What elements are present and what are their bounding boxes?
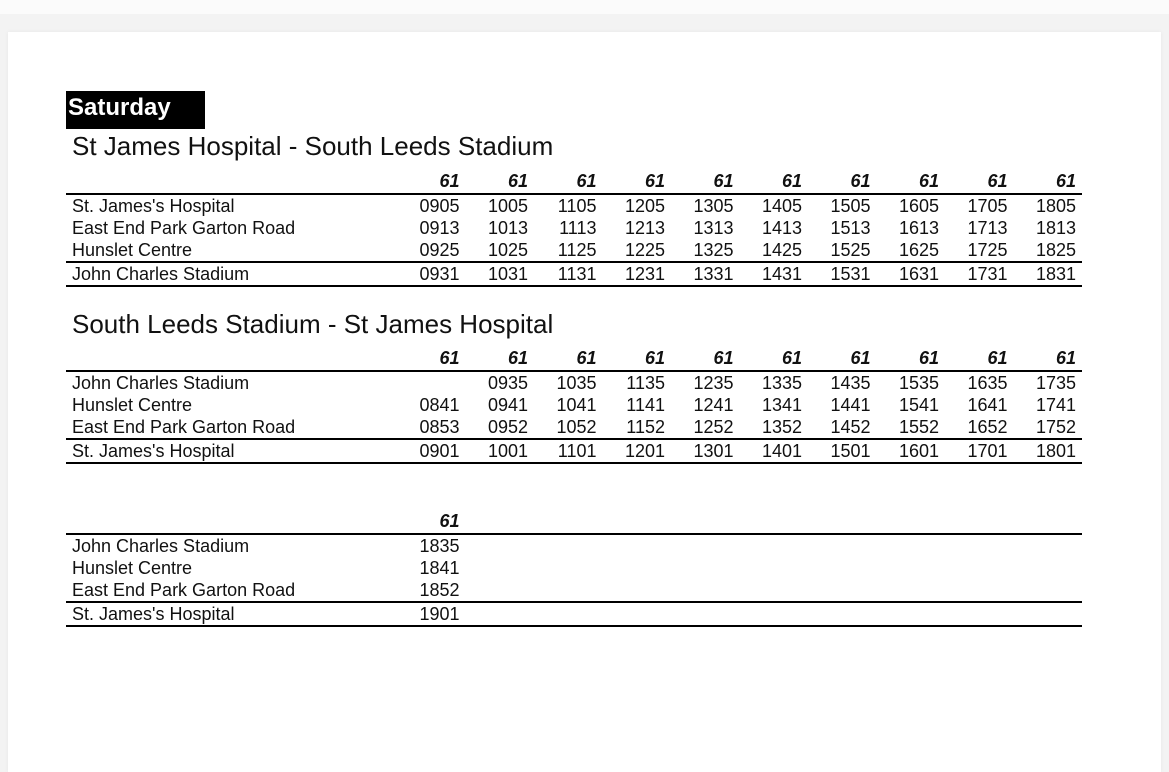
departure-time: 1005 xyxy=(487,196,528,216)
stop-name: Hunslet Centre xyxy=(72,395,193,415)
departure-time: 1331 xyxy=(671,262,740,286)
timetable-inbound xyxy=(66,346,1082,464)
departure-time: 1105 xyxy=(557,196,597,216)
route-header-row xyxy=(66,346,1082,371)
departure-time: 1805 xyxy=(1035,196,1076,216)
departure-time: 1431 xyxy=(740,262,809,286)
timetable-row xyxy=(66,371,1082,394)
departure-time: 1705 xyxy=(967,196,1008,216)
departure-time xyxy=(1014,579,1083,602)
departure-time: 1113 xyxy=(559,218,597,238)
stop-name: Hunslet Centre xyxy=(72,558,193,578)
departure-time: 1801 xyxy=(1014,439,1083,463)
departure-time xyxy=(877,557,946,579)
timetable-inbound-continued xyxy=(66,509,1082,627)
departure-time: 0853 xyxy=(419,417,460,437)
stop-header-blank xyxy=(66,169,397,194)
departure-time: 1535 xyxy=(898,373,939,393)
departure-time: 0905 xyxy=(419,196,460,216)
departure-time xyxy=(534,557,603,579)
departure-time: 1513 xyxy=(830,218,871,238)
departure-time: 0925 xyxy=(419,240,460,260)
departure-time xyxy=(603,557,672,579)
departure-time: 1001 xyxy=(466,439,535,463)
route-number xyxy=(603,509,672,534)
timetable-outbound xyxy=(66,169,1082,287)
day-badge: Saturday xyxy=(66,91,205,129)
departure-time: 1841 xyxy=(419,558,460,578)
departure-time: 1713 xyxy=(967,218,1008,238)
timetable-row xyxy=(66,557,1082,579)
route-number xyxy=(945,509,1014,534)
departure-time xyxy=(877,602,946,626)
departure-time: 1501 xyxy=(808,439,877,463)
departure-time: 1735 xyxy=(1035,373,1076,393)
departure-time: 1052 xyxy=(556,417,597,437)
departure-time xyxy=(877,534,946,557)
departure-time xyxy=(397,371,466,394)
departure-time: 1601 xyxy=(877,439,946,463)
departure-time: 1401 xyxy=(740,439,809,463)
departure-time xyxy=(877,579,946,602)
route-number xyxy=(1014,509,1083,534)
timetable-row xyxy=(66,439,1082,463)
stop-header-blank xyxy=(66,509,397,534)
departure-time: 0901 xyxy=(397,439,466,463)
timetable-row xyxy=(66,394,1082,416)
departure-time: 1525 xyxy=(830,240,871,260)
route-number: 61 xyxy=(603,169,672,194)
timetable-row xyxy=(66,579,1082,602)
departure-time: 1641 xyxy=(967,395,1008,415)
departure-time xyxy=(671,579,740,602)
departure-time xyxy=(466,557,535,579)
route-number: 61 xyxy=(1014,346,1083,371)
departure-time: 0913 xyxy=(419,218,460,238)
departure-time: 1201 xyxy=(603,439,672,463)
departure-time: 1631 xyxy=(877,262,946,286)
departure-time: 1325 xyxy=(693,240,734,260)
departure-time xyxy=(808,557,877,579)
departure-time: 1505 xyxy=(830,196,871,216)
top-strip xyxy=(0,0,1169,14)
timetable-row xyxy=(66,416,1082,439)
departure-time: 0935 xyxy=(487,373,528,393)
section-title-outbound: St James Hospital - South Leeds Stadium xyxy=(72,131,554,161)
route-number xyxy=(671,509,740,534)
departure-time: 1305 xyxy=(693,196,734,216)
departure-time xyxy=(1014,602,1083,626)
departure-time: 0952 xyxy=(487,417,528,437)
departure-time xyxy=(808,534,877,557)
departure-time: 1541 xyxy=(898,395,939,415)
departure-time: 1231 xyxy=(603,262,672,286)
timetable-row xyxy=(66,239,1082,262)
departure-time xyxy=(945,534,1014,557)
departure-time: 0841 xyxy=(419,395,460,415)
route-number: 61 xyxy=(740,346,809,371)
departure-time: 1101 xyxy=(534,439,603,463)
departure-time: 1252 xyxy=(693,417,734,437)
timetable-row xyxy=(66,217,1082,239)
departure-time: 1741 xyxy=(1035,395,1076,415)
departure-time: 1041 xyxy=(556,395,597,415)
stop-name: East End Park Garton Road xyxy=(72,580,296,600)
departure-time xyxy=(1014,557,1083,579)
departure-time: 1613 xyxy=(898,218,939,238)
departure-time: 1435 xyxy=(830,373,871,393)
departure-time xyxy=(534,602,603,626)
departure-time: 1831 xyxy=(1014,262,1083,286)
departure-time xyxy=(740,557,809,579)
route-number: 61 xyxy=(877,346,946,371)
departure-time xyxy=(740,534,809,557)
stop-name: Hunslet Centre xyxy=(72,240,193,260)
route-number: 61 xyxy=(808,169,877,194)
route-header-row xyxy=(66,509,1082,534)
departure-time: 1313 xyxy=(693,218,734,238)
departure-time xyxy=(603,602,672,626)
route-header-row xyxy=(66,169,1082,194)
stop-header-blank xyxy=(66,346,397,371)
departure-time: 1035 xyxy=(556,373,597,393)
departure-time: 1013 xyxy=(487,218,528,238)
departure-time xyxy=(534,579,603,602)
departure-time: 0941 xyxy=(487,395,528,415)
stop-name: St. James's Hospital xyxy=(72,196,235,216)
timetable-row xyxy=(66,262,1082,286)
route-number: 61 xyxy=(397,509,466,534)
departure-time: 1813 xyxy=(1035,218,1076,238)
departure-time: 1225 xyxy=(624,240,665,260)
timetable-row xyxy=(66,534,1082,557)
departure-time xyxy=(671,602,740,626)
departure-time: 1213 xyxy=(624,218,665,238)
route-number: 61 xyxy=(671,169,740,194)
departure-time xyxy=(671,557,740,579)
route-number: 61 xyxy=(534,346,603,371)
departure-time: 1552 xyxy=(898,417,939,437)
departure-time: 1405 xyxy=(761,196,802,216)
departure-time xyxy=(945,557,1014,579)
timetable-row xyxy=(66,602,1082,626)
route-number: 61 xyxy=(466,346,535,371)
departure-time: 1605 xyxy=(898,196,939,216)
departure-time: 1825 xyxy=(1035,240,1076,260)
departure-time: 1352 xyxy=(761,417,802,437)
departure-time: 1131 xyxy=(534,262,603,286)
departure-time xyxy=(945,602,1014,626)
departure-time xyxy=(808,602,877,626)
departure-time xyxy=(945,579,1014,602)
route-number: 61 xyxy=(603,346,672,371)
departure-time xyxy=(740,579,809,602)
departure-time: 1835 xyxy=(419,536,460,556)
departure-time: 1731 xyxy=(945,262,1014,286)
departure-time xyxy=(466,579,535,602)
stop-name: East End Park Garton Road xyxy=(72,417,296,437)
departure-time xyxy=(671,534,740,557)
stop-name: John Charles Stadium xyxy=(72,536,250,556)
departure-time: 0931 xyxy=(397,262,466,286)
route-number: 61 xyxy=(466,169,535,194)
route-number: 61 xyxy=(945,169,1014,194)
route-number: 61 xyxy=(1014,169,1083,194)
route-number xyxy=(877,509,946,534)
departure-time xyxy=(466,602,535,626)
route-number xyxy=(740,509,809,534)
departure-time: 1441 xyxy=(830,395,871,415)
departure-time: 1335 xyxy=(761,373,802,393)
route-number: 61 xyxy=(397,169,466,194)
departure-time: 1135 xyxy=(626,373,665,393)
departure-time xyxy=(1014,534,1083,557)
route-number xyxy=(534,509,603,534)
departure-time xyxy=(534,534,603,557)
departure-time: 1125 xyxy=(557,240,597,260)
departure-time xyxy=(466,534,535,557)
route-number: 61 xyxy=(534,169,603,194)
departure-time xyxy=(808,579,877,602)
route-number: 61 xyxy=(671,346,740,371)
route-number: 61 xyxy=(945,346,1014,371)
departure-time: 1241 xyxy=(693,395,734,415)
departure-time: 1452 xyxy=(830,417,871,437)
departure-time: 1425 xyxy=(761,240,802,260)
departure-time xyxy=(603,534,672,557)
route-number: 61 xyxy=(877,169,946,194)
departure-time: 1901 xyxy=(397,602,466,626)
stop-name: John Charles Stadium xyxy=(66,262,397,286)
stop-name: St. James's Hospital xyxy=(66,439,397,463)
departure-time: 1341 xyxy=(761,395,802,415)
departure-time: 1413 xyxy=(761,218,802,238)
route-number: 61 xyxy=(397,346,466,371)
departure-time: 1152 xyxy=(626,417,665,437)
departure-time: 1531 xyxy=(808,262,877,286)
departure-time: 1635 xyxy=(967,373,1008,393)
section-title-inbound: South Leeds Stadium - St James Hospital xyxy=(72,309,554,339)
departure-time xyxy=(740,602,809,626)
stop-name: St. James's Hospital xyxy=(66,602,397,626)
departure-time xyxy=(603,579,672,602)
route-number: 61 xyxy=(740,169,809,194)
departure-time: 1852 xyxy=(419,580,460,600)
departure-time: 1205 xyxy=(624,196,665,216)
departure-time: 1652 xyxy=(967,417,1008,437)
departure-time: 1725 xyxy=(967,240,1008,260)
departure-time: 1625 xyxy=(898,240,939,260)
departure-time: 1141 xyxy=(626,395,665,415)
departure-time: 1235 xyxy=(693,373,734,393)
departure-time: 1701 xyxy=(945,439,1014,463)
departure-time: 1025 xyxy=(487,240,528,260)
stop-name: John Charles Stadium xyxy=(72,373,250,393)
route-number xyxy=(808,509,877,534)
departure-time: 1031 xyxy=(466,262,535,286)
route-number: 61 xyxy=(808,346,877,371)
timetable-row xyxy=(66,194,1082,217)
route-number xyxy=(466,509,535,534)
departure-time: 1301 xyxy=(671,439,740,463)
departure-time: 1752 xyxy=(1035,417,1076,437)
stop-name: East End Park Garton Road xyxy=(72,218,296,238)
